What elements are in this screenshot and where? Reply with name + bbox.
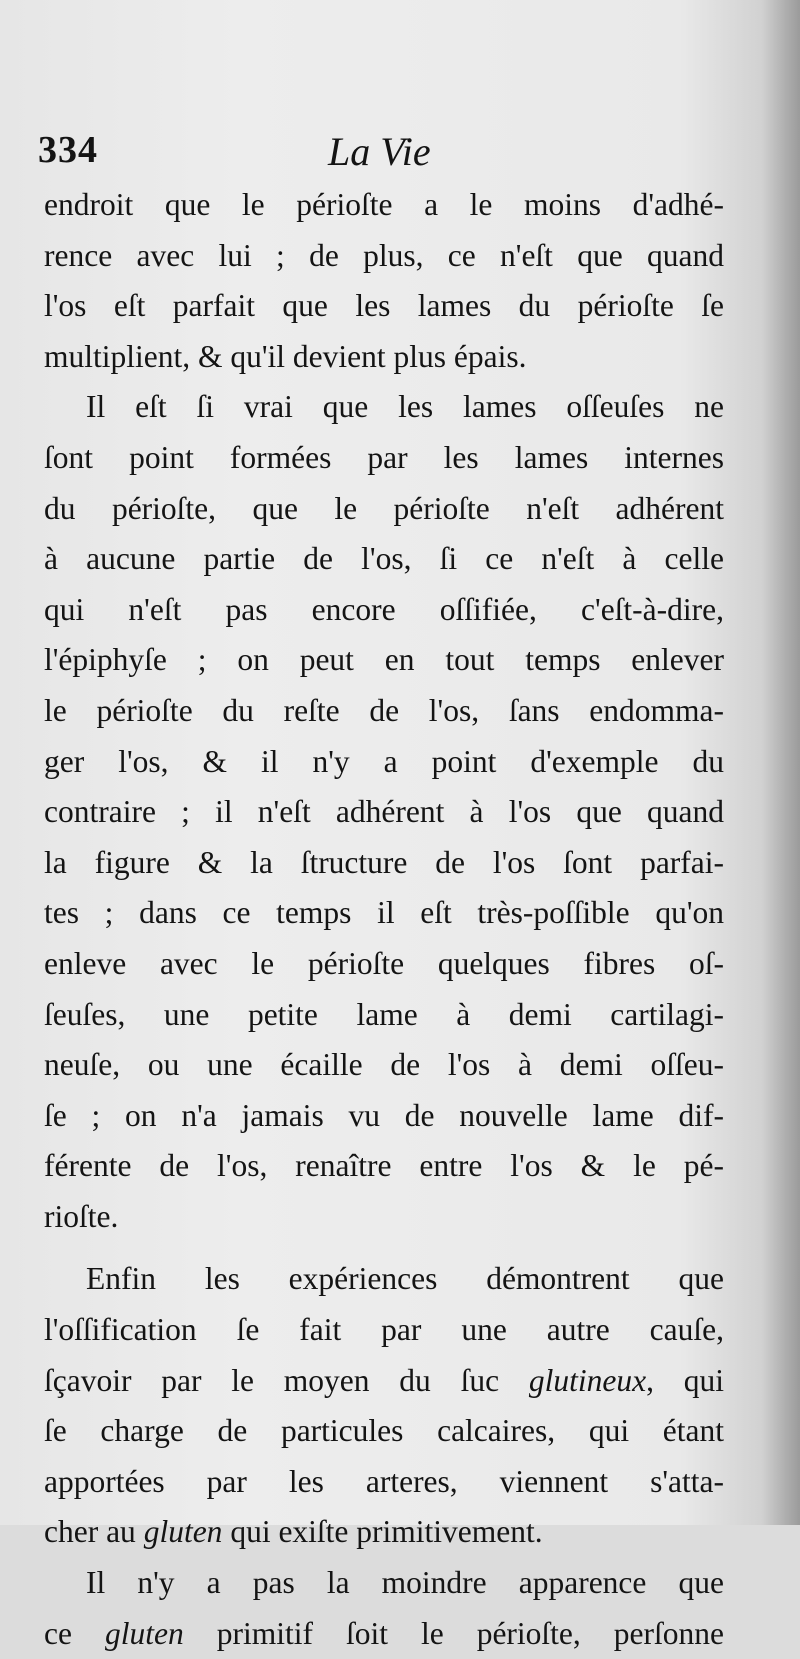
text-line: le périoſte du reſte de l'os, ſans endomma- bbox=[44, 692, 724, 728]
page-header bbox=[38, 128, 728, 178]
text-line: ſe charge de particules calcaires, qui étant bbox=[44, 1413, 724, 1449]
text-line: ce gluten primitif ſoit le périoſte, perſonne bbox=[44, 1615, 724, 1651]
text-line: enleve avec le périoſte quelques fibres oſ- bbox=[44, 945, 724, 981]
text-line: l'épiphyſe ; on peut en tout temps enlever bbox=[44, 642, 724, 678]
text-line: multiplient, & qu'il devient plus épais. bbox=[44, 338, 527, 374]
text-line: à aucune partie de l'os, ſi ce n'eſt à celle bbox=[44, 541, 724, 577]
text-line: ger l'os, & il n'y a point d'exemple du bbox=[44, 743, 724, 779]
text-line: cher au gluten qui exiſte primitivement. bbox=[44, 1514, 543, 1550]
page-edge-shadow bbox=[762, 0, 800, 1525]
body-text bbox=[44, 180, 724, 1659]
text-line: qui n'eſt pas encore oſſifiée, c'eſt-à-dire, bbox=[44, 591, 724, 627]
text-line: tes ; dans ce temps il eſt très-poſſible qu'on bbox=[44, 895, 724, 931]
text-line: Il eſt ſi vrai que les lames oſſeuſes ne bbox=[86, 389, 724, 425]
text-line: l'os eſt parfait que les lames du périoſte ſe bbox=[44, 288, 724, 324]
page-number: 334 bbox=[38, 129, 98, 171]
text-line: apportées par les arteres, viennent s'atta- bbox=[44, 1463, 724, 1499]
text-line: Enfin les expériences démontrent que bbox=[86, 1261, 724, 1297]
text-line: l'oſſification ſe fait par une autre cauſe, bbox=[44, 1312, 724, 1348]
text-line: la figure & la ſtructure de l'os ſont parfai- bbox=[44, 844, 724, 880]
text-line: ſont point formées par les lames internes bbox=[44, 439, 724, 475]
text-line: ſeuſes, une petite lame à demi cartilagi- bbox=[44, 996, 724, 1032]
text-line: férente de l'os, renaître entre l'os & le pé- bbox=[44, 1148, 724, 1184]
text-line: endroit que le périoſte a le moins d'adhé- bbox=[44, 187, 724, 222]
text-line: rioſte. bbox=[44, 1198, 119, 1234]
text-line: du périoſte, que le périoſte n'eſt adhérent bbox=[44, 490, 724, 526]
text-line: contraire ; il n'eſt adhérent à l'os que quand bbox=[44, 794, 724, 830]
text-line: rence avec lui ; de plus, ce n'eſt que quand bbox=[44, 237, 724, 273]
running-title: La Vie bbox=[328, 129, 431, 174]
text-line: ſe ; on n'a jamais vu de nouvelle lame dif- bbox=[44, 1097, 724, 1133]
text-line: ſçavoir par le moyen du ſuc glutineux, qui bbox=[44, 1362, 724, 1398]
text-line: Il n'y a pas la moindre apparence que bbox=[86, 1565, 724, 1601]
text-line: neuſe, ou une écaille de l'os à demi oſſeu- bbox=[44, 1047, 724, 1083]
